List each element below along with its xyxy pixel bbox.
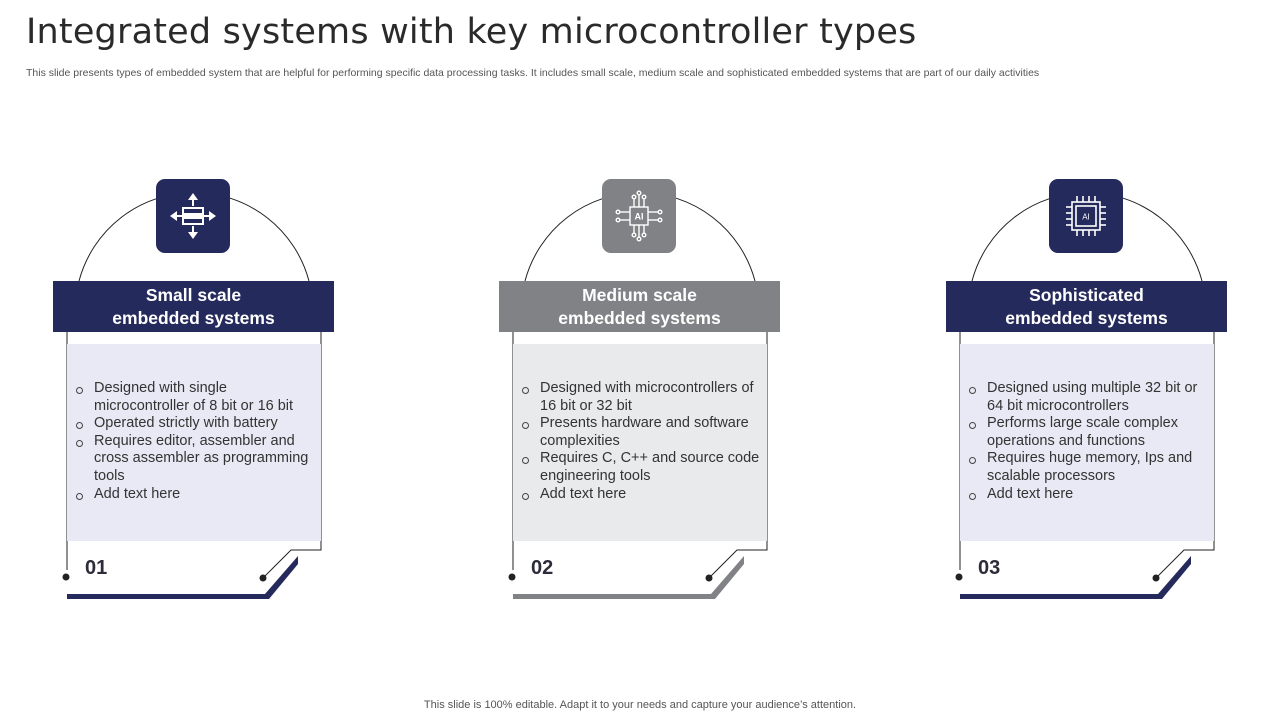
card-number: 01 [85,557,108,579]
list-item: Add text here [519,486,769,504]
list-item: Operated strictly with battery [73,415,323,433]
list-item: Presents hardware and software complexities [519,415,769,450]
expand-arrows-icon [168,191,218,241]
list-item: Requires huge memory, Ips and scalable processors [966,450,1216,485]
list-item: Add text here [966,486,1216,504]
list-item: Requires editor, assembler and cross assembler as programming tools [73,433,323,486]
card-header: Medium scale embedded systems [499,281,780,332]
ai-circuit-icon [612,189,666,243]
icon-box [156,179,230,253]
slide-footer: This slide is 100% editable. Adapt it to your needs and capture your audience’s attention. [423,699,857,711]
list-item: Designed using multiple 32 bit or 64 bit microcontrollers [966,380,1216,415]
slide-subtitle: This slide presents types of embedded system that are helpful for performing specific data processing tasks. It includes small scale, medium scale and sophisticated embedded systems that are part of our daily activities [26,67,1040,79]
bullet-list [966,380,1216,503]
svg-text:AI: AI [634,211,644,222]
svg-text:AI: AI [1082,212,1090,222]
card-number: 02 [531,557,554,579]
icon-box [602,179,676,253]
icon-box [1049,179,1123,253]
list-item: Add text here [73,486,323,504]
card-number: 03 [978,557,1001,579]
card-header: Sophisticated embedded systems [946,281,1227,332]
ai-chip-icon [1061,191,1111,241]
card-header: Small scale embedded systems [53,281,334,332]
list-item: Designed with single microcontroller of 8 bit or 16 bit [73,380,323,415]
bullet-list [519,380,769,503]
list-item: Requires C, C++ and source code engineering tools [519,450,769,485]
list-item: Performs large scale complex operations and functions [966,415,1216,450]
slide-title: Integrated systems with key microcontroller types [26,12,917,52]
card-medium-scale [499,170,799,610]
list-item: Designed with microcontrollers of 16 bit or 32 bit [519,380,769,415]
card-small-scale [53,170,353,610]
bullet-list [73,380,323,503]
card-sophisticated [946,170,1246,610]
